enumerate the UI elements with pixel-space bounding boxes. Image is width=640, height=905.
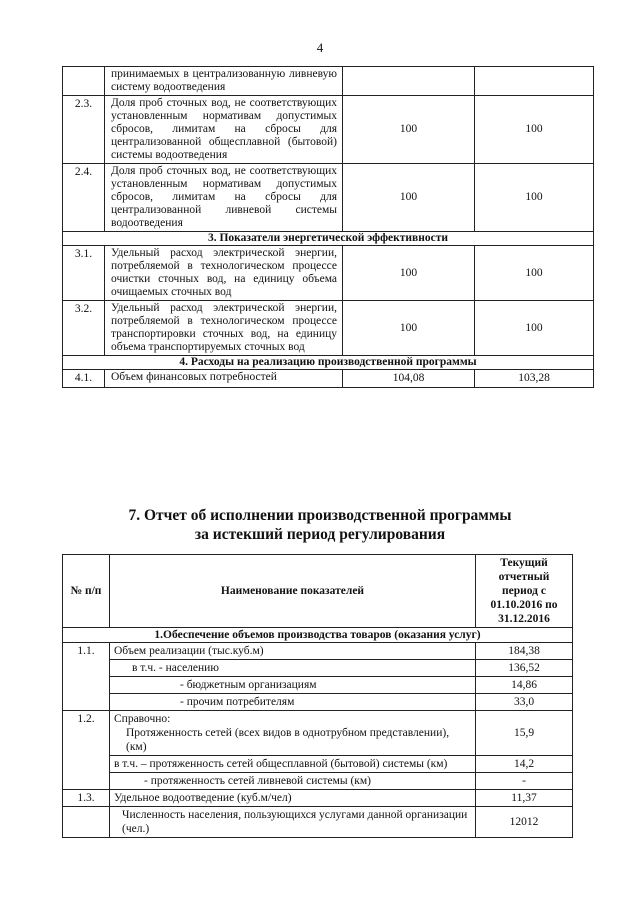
indicator-value-plan: 100	[343, 246, 475, 301]
header-number: № п/п	[63, 555, 110, 628]
table-row	[63, 711, 573, 756]
indicator-value-fact	[475, 67, 594, 96]
table-row	[63, 773, 573, 790]
table-row	[63, 370, 594, 388]
indicator-value-plan: 100	[343, 164, 475, 232]
indicator-value-plan: 100	[343, 96, 475, 164]
indicator-name-text: Протяженность сетей (всех видов в однотрубном представлении), (км)	[126, 727, 450, 753]
table-row	[63, 677, 573, 694]
indicators-table-continued	[62, 66, 594, 388]
indicator-name: Объем реализации (тыс.куб.м)	[110, 643, 476, 660]
indicator-name: Удельное водоотведение (куб.м/чел)	[110, 790, 476, 807]
row-number: 3.1.	[63, 246, 105, 301]
section-7-title	[0, 506, 640, 544]
indicator-name: Доля проб сточных вод, не соответствующих установленным нормативам допустимых сбросов, лимитам на сбросы для централизованной общесплавной (бытовой) системы водоотведения	[105, 96, 343, 164]
indicator-name: в т.ч. - населению	[110, 660, 476, 677]
indicator-value-fact: 100	[475, 301, 594, 356]
indicator-value: 15,9	[476, 711, 573, 756]
table-row	[63, 807, 573, 838]
row-number: 2.4.	[63, 164, 105, 232]
indicator-name: - протяженность сетей ливневой системы (км)	[110, 773, 476, 790]
reference-label: Справочно:	[114, 713, 171, 725]
row-number: 2.3.	[63, 96, 105, 164]
table-row	[63, 164, 594, 232]
indicator-name: Удельный расход электрической энергии, потребляемой в технологическом процессе транспортировки сточных вод, на единицу объема транспортируемых сточных вод	[105, 301, 343, 356]
indicator-name: Численность населения, пользующихся услугами данной организации (чел.)	[110, 807, 476, 838]
row-number	[63, 807, 110, 838]
indicator-value: 33,0	[476, 694, 573, 711]
table-row	[63, 246, 594, 301]
indicator-name: - прочим потребителям	[110, 694, 476, 711]
table-row	[63, 660, 573, 677]
indicator-name: Объем финансовых потребностей	[105, 370, 343, 388]
indicator-name: Удельный расход электрической энергии, потребляемой в технологическом процессе очистки сточных вод, на единицу объема очищаемых сточных вод	[105, 246, 343, 301]
row-number	[63, 67, 105, 96]
header-reporting-period: Текущий отчетный период с 01.10.2016 по 31.12.2016	[476, 555, 573, 628]
table-row	[63, 96, 594, 164]
indicator-value: 14,2	[476, 756, 573, 773]
table-row	[63, 790, 573, 807]
header-row	[63, 555, 573, 628]
indicator-value-fact: 100	[475, 96, 594, 164]
indicator-value: 12012	[476, 807, 573, 838]
indicator-value: 11,37	[476, 790, 573, 807]
row-number: 1.3.	[63, 790, 110, 807]
table-row	[63, 67, 594, 96]
indicator-name	[110, 711, 476, 756]
indicator-value-fact: 100	[475, 164, 594, 232]
section-heading: 4. Расходы на реализацию производственной программы	[63, 356, 594, 370]
section-7-title-line-1: 7. Отчет об исполнении производственной программы	[128, 507, 512, 524]
table-row	[63, 694, 573, 711]
table-row	[63, 643, 573, 660]
header-indicator-name: Наименование показателей	[110, 555, 476, 628]
indicator-name: принимаемых в централизованную ливневую систему водоотведения	[105, 67, 343, 96]
section-heading-row	[63, 232, 594, 246]
indicator-value: -	[476, 773, 573, 790]
section-heading: 3. Показатели энергетической эффективности	[63, 232, 594, 246]
row-number: 1.2.	[63, 711, 110, 790]
indicator-value-plan: 100	[343, 301, 475, 356]
section-heading: 1.Обеспечение объемов производства товаров (оказания услуг)	[63, 628, 573, 643]
indicator-name: в т.ч. – протяженность сетей общесплавной (бытовой) системы (км)	[110, 756, 476, 773]
row-number: 3.2.	[63, 301, 105, 356]
indicator-name: - бюджетным организациям	[110, 677, 476, 694]
page-number: 4	[316, 40, 324, 55]
indicator-value: 14,86	[476, 677, 573, 694]
indicator-value: 184,38	[476, 643, 573, 660]
row-number: 1.1.	[63, 643, 110, 711]
row-number: 4.1.	[63, 370, 105, 388]
indicator-value-fact: 100	[475, 246, 594, 301]
report-table	[62, 554, 573, 838]
indicator-value-plan	[343, 67, 475, 96]
indicator-value-fact: 103,28	[475, 370, 594, 388]
indicator-value: 136,52	[476, 660, 573, 677]
section-heading-row	[63, 356, 594, 370]
table-row	[63, 756, 573, 773]
table-row	[63, 301, 594, 356]
section-heading-row	[63, 628, 573, 643]
indicator-name: Доля проб сточных вод, не соответствующих установленным нормативам допустимых сбросов, лимитам на сбросы для централизованной ливневой системы водоотведения	[105, 164, 343, 232]
section-7-title-line-2: за истекший период регулирования	[194, 526, 446, 543]
indicator-value-plan: 104,08	[343, 370, 475, 388]
